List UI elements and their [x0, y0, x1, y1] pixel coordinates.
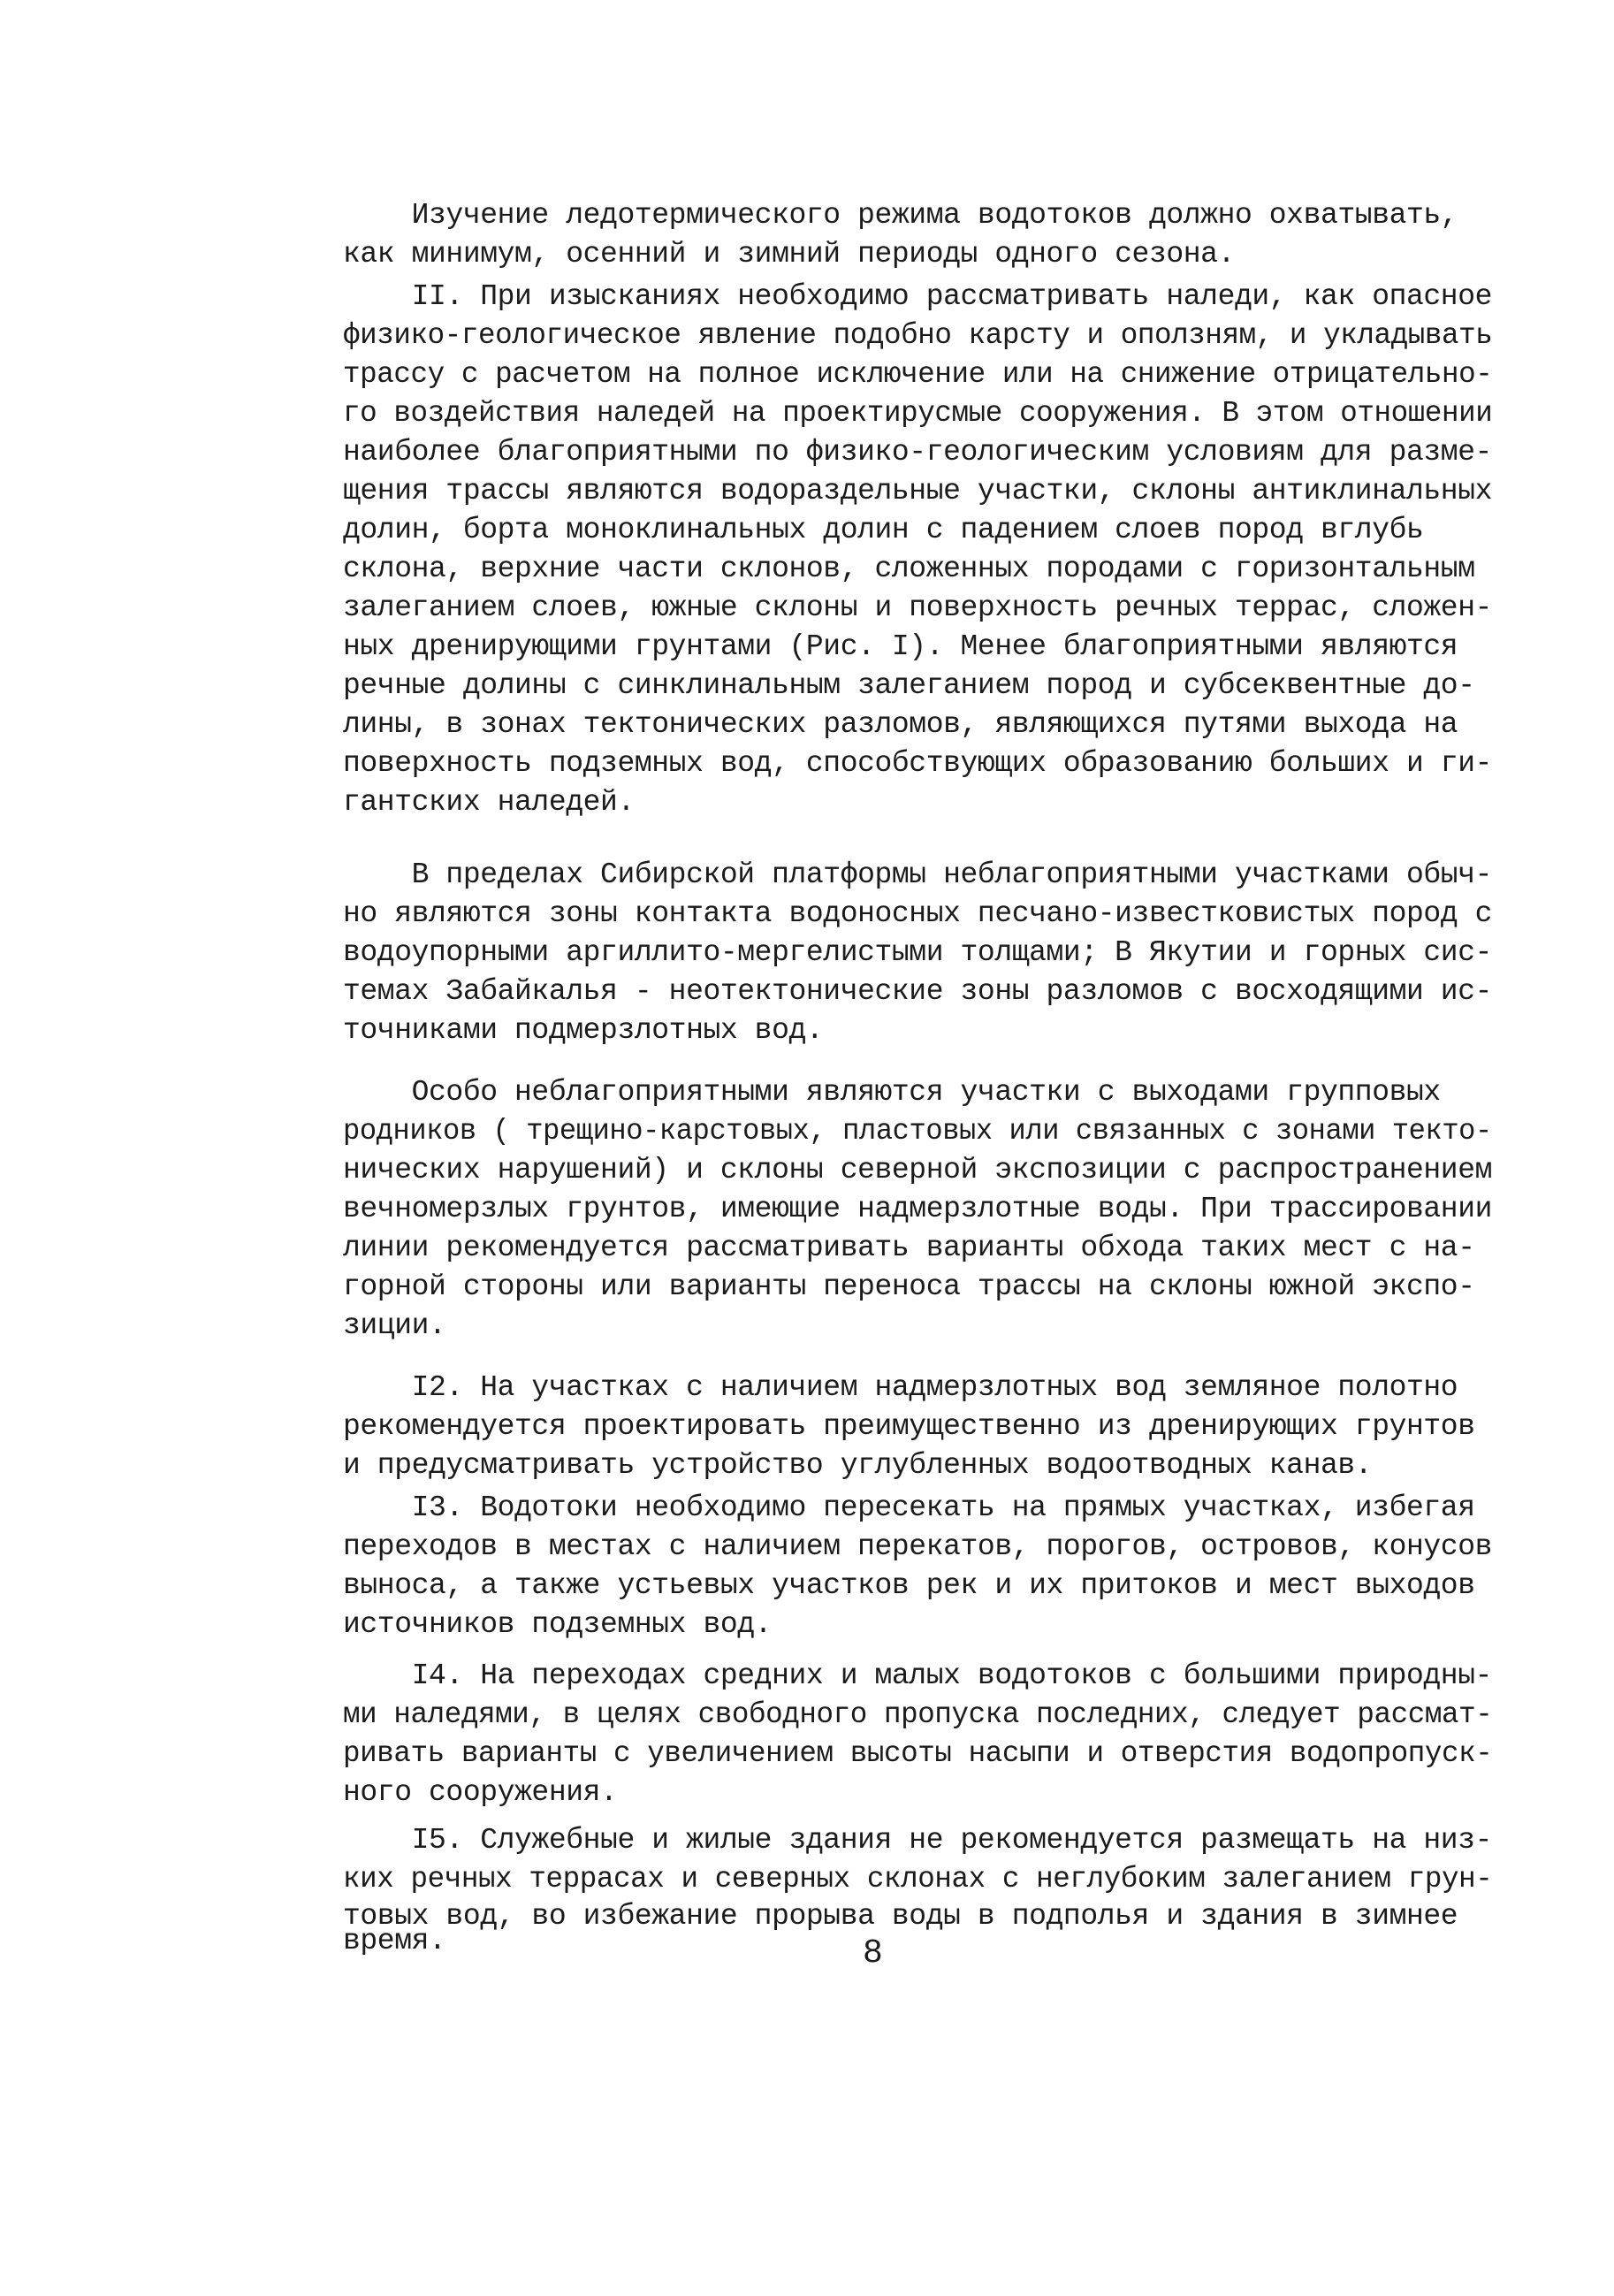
text-line: лины, в зонах тектонических разломов, являющихся путями выхода на — [343, 708, 1458, 741]
text-line: I3. Водотоки необходимо пересекать на прямых участках, избегая — [343, 1491, 1475, 1524]
text-line: точниками подмерзлотных вод. — [343, 1014, 824, 1047]
text-line: но являются зоны контакта водоносных песчано-известковистых пород с — [343, 897, 1493, 930]
text-line: рекомендуется проектировать преимущественно из дренирующих грунтов — [343, 1410, 1475, 1443]
text-line: Изучение ледотермического режима водотоков должно охватывать, — [343, 199, 1458, 232]
text-line: ных дренирующими грунтами (Рис. I). Менее благоприятными являются — [343, 630, 1458, 663]
text-line: источников подземных вод. — [343, 1608, 773, 1641]
text-line: нических нарушений) и склоны северной экспозиции с распространением — [343, 1154, 1493, 1186]
text-line: время. — [343, 1925, 446, 1957]
text-line: склона, верхние части склонов, сложенных породами с горизонтальным — [343, 553, 1475, 585]
text-line: ного сооружения. — [343, 1776, 618, 1809]
text-line: II. При изысканиях необходимо рассматривать наледи, как опасное — [343, 280, 1493, 313]
text-line: ривать варианты с увеличением высоты насыпи и отверстия водопропуск- — [343, 1737, 1493, 1770]
text-line: В пределах Сибирской платформы неблагоприятными участками обыч- — [343, 858, 1493, 891]
text-line: водоупорными аргиллито-мергелистыми толщами; В Якутии и горных сис- — [343, 936, 1493, 969]
text-line: долин, борта моноклинальных долин с падением слоев пород вглубь — [343, 514, 1424, 546]
text-line: поверхность подземных вод, способствующих образованию больших и ги- — [343, 747, 1493, 780]
text-line: I4. На переходах средних и малых водотоков с большими природны- — [343, 1659, 1493, 1692]
text-line: ких речных террасах и северных склонах с неглубоким залеганием грун- — [343, 1863, 1493, 1896]
text-line: залеганием слоев, южные склоны и поверхность речных террас, сложен- — [343, 591, 1493, 624]
text-line: как минимум, осенний и зимний периоды одного сезона. — [343, 238, 1235, 271]
text-line: физико-геологическое явление подобно карсту и оползням, и укладывать — [343, 319, 1493, 352]
page-number: 8 — [863, 1934, 883, 1972]
text-line: переходов в местах с наличием перекатов, порогов, островов, конусов — [343, 1530, 1493, 1563]
text-line: выноса, а также устьевых участков рек и их притоков и мест выходов — [343, 1569, 1475, 1602]
text-line: щения трассы являются водораздельные участки, склоны антиклинальных — [343, 475, 1493, 507]
text-line: вечномерзлых грунтов, имеющие надмерзлотные воды. При трассировании — [343, 1193, 1493, 1225]
text-line: ми наледями, в целях свободного пропуска последних, следует рассмат- — [343, 1698, 1493, 1731]
text-line: горной стороны или варианты переноса трассы на склоны южной экспо- — [343, 1270, 1475, 1303]
text-line: зиции. — [343, 1309, 446, 1342]
text-line: темах Забайкалья - неотектонические зоны разломов с восходящими ис- — [343, 975, 1493, 1008]
text-line: го воздействия наледей на проектирусмые сооружения. В этом отношении — [343, 397, 1493, 430]
text-line: линии рекомендуется рассматривать варианты обхода таких мест с на- — [343, 1232, 1475, 1264]
text-line: наиболее благоприятными по физико-геологическим условиям для разме- — [343, 436, 1493, 469]
text-line: и предусматривать устройство углубленных водоотводных канав. — [343, 1449, 1373, 1482]
text-line: трассу с расчетом на полное исключение или на снижение отрицательно- — [343, 358, 1493, 391]
text-line: I2. На участках с наличием надмерзлотных вод земляное полотно — [343, 1371, 1458, 1404]
text-line: родников ( трещино-карстовых, пластовых или связанных с зонами текто- — [343, 1115, 1492, 1148]
text-line: товых вод, во избежание прорыва воды в подполья и здания в зимнее — [343, 1900, 1458, 1933]
text-line: I5. Служебные и жилые здания не рекомендуется размещать на низ- — [343, 1824, 1493, 1857]
text-line: Особо неблагоприятными являются участки с выходами групповых — [343, 1076, 1441, 1109]
text-line: гантских наледей. — [343, 786, 635, 819]
text-line: речные долины с синклинальным залеганием пород и субсеквентные до- — [343, 669, 1475, 702]
